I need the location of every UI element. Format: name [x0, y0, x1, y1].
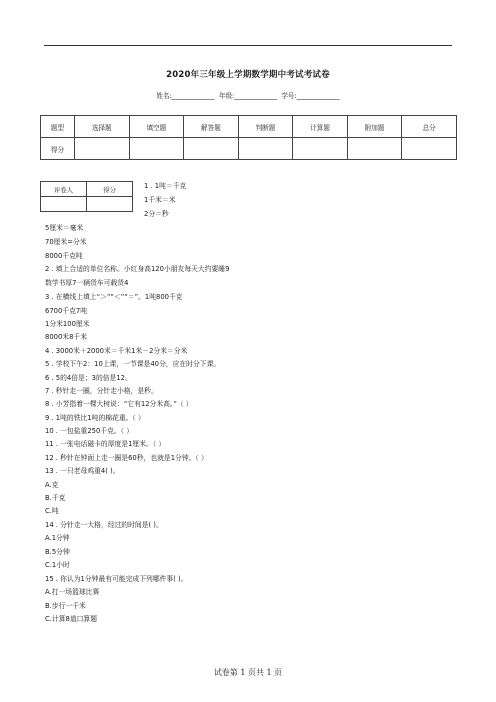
number-blank[interactable]: _____________ [296, 92, 340, 100]
option-line: C.计算8道口算题 [45, 615, 98, 623]
question-line: 14 . 分针走一大格，经过的时间是( )。 [45, 521, 163, 529]
reviewer-cell[interactable] [41, 197, 87, 212]
option-line: B.千克 [45, 494, 66, 502]
header-rule [44, 45, 452, 46]
question-line: 10 . 一包盐重250千克。（ ） [45, 427, 134, 435]
score-cell[interactable] [402, 138, 457, 160]
score-cell[interactable] [293, 138, 348, 160]
class-blank[interactable]: _____________ [234, 92, 278, 100]
header-cell: 附加题 [347, 116, 402, 138]
header-cell: 解答题 [184, 116, 239, 138]
option-line: B.步行一千米 [45, 602, 86, 610]
exam-title: 2020年三年级上学期数学期中考试考试卷 [166, 70, 330, 80]
question-line: 70厘米=分米 [45, 238, 87, 246]
grader-score-cell[interactable] [87, 197, 133, 212]
question-line: 5 . 学校下午2：10上课，一节课是40分，应在时分下课。 [45, 360, 221, 368]
header-cell: 计算题 [293, 116, 348, 138]
option-line: A.1分钟 [45, 534, 70, 542]
name-label: 姓名: [156, 92, 172, 100]
question-line: 数学书厚7一辆货车可载货4 [45, 279, 129, 287]
page-footer: 试卷第 1 页共 1 页 [213, 668, 283, 677]
question-line: 15 . 你认为1分钟最有可能完成下列哪件事( )。 [45, 575, 188, 583]
score-cell[interactable] [75, 138, 130, 160]
question-line: 9 . 1吨的铁比1吨的棉花重。（ ） [45, 414, 145, 422]
question-line: 2分＝秒 [144, 210, 169, 218]
question-line: 5厘米＝毫米 [45, 224, 84, 232]
option-line: A.打一场篮球比赛 [45, 588, 100, 596]
option-line: B.5分钟 [45, 548, 70, 556]
grader-score-label: 得分 [87, 182, 133, 197]
question-line: 1分米100厘米 [45, 320, 90, 328]
option-line: C.吨 [45, 507, 59, 515]
grader-table [40, 181, 133, 212]
score-table [40, 115, 457, 160]
question-line: 11 . 一张电话磁卡的厚度是1厘米。（ ） [45, 440, 166, 448]
question-line: 8000米8千米 [45, 333, 88, 341]
score-cell[interactable] [347, 138, 402, 160]
option-line: A.克 [45, 481, 59, 489]
name-blank[interactable]: _____________ [171, 92, 215, 100]
header-cell: 判断题 [238, 116, 293, 138]
header-cell: 总分 [402, 116, 457, 138]
score-cell[interactable] [129, 138, 184, 160]
score-table-header-row [41, 116, 457, 138]
question-line: 4 . 3000米＋2000米＝千米1米－2分米＝分米 [45, 347, 188, 355]
question-line: 8 . 小芳指着一棵大树说：“它有12分米高。”（ ） [45, 400, 193, 408]
question-line: 7 . 秒针走一圈，分针走小格，是秒。 [45, 387, 158, 395]
reviewer-label: 评卷人 [41, 182, 87, 197]
question-line: 8000千克吨 [45, 252, 83, 260]
option-line: C.1小时 [45, 561, 70, 569]
student-info-line [0, 90, 496, 100]
question-line: 6 . 5的4倍是；3的倍是12。 [45, 374, 132, 382]
score-cell[interactable] [184, 138, 239, 160]
class-label: 年级: [218, 92, 235, 100]
question-line: 12 . 秒针在钟面上走一圈是60秒，也就是1分钟。（ ） [45, 454, 208, 462]
question-line: 3 . 在横线上填上“＞”“＜”“＝”。1吨800千克 [45, 293, 183, 301]
score-table-score-row [41, 138, 457, 160]
score-cell[interactable] [238, 138, 293, 160]
question-line: 1千米＝米 [144, 196, 176, 204]
header-cell: 题型 [41, 116, 75, 138]
header-cell: 选择题 [75, 116, 130, 138]
header-cell: 填空题 [129, 116, 184, 138]
question-line: 6700千克7吨 [45, 307, 88, 315]
question-line: 2 . 填上合适的单位名称。小红身高120小朋友每天大约要睡9 [45, 265, 230, 273]
question-line: 1 . 1吨＝千克 [144, 182, 187, 190]
number-label: 学号: [281, 92, 297, 100]
question-line: 13 . 一只老母鸡重4( )。 [45, 467, 120, 475]
score-row-label: 得分 [41, 138, 75, 160]
